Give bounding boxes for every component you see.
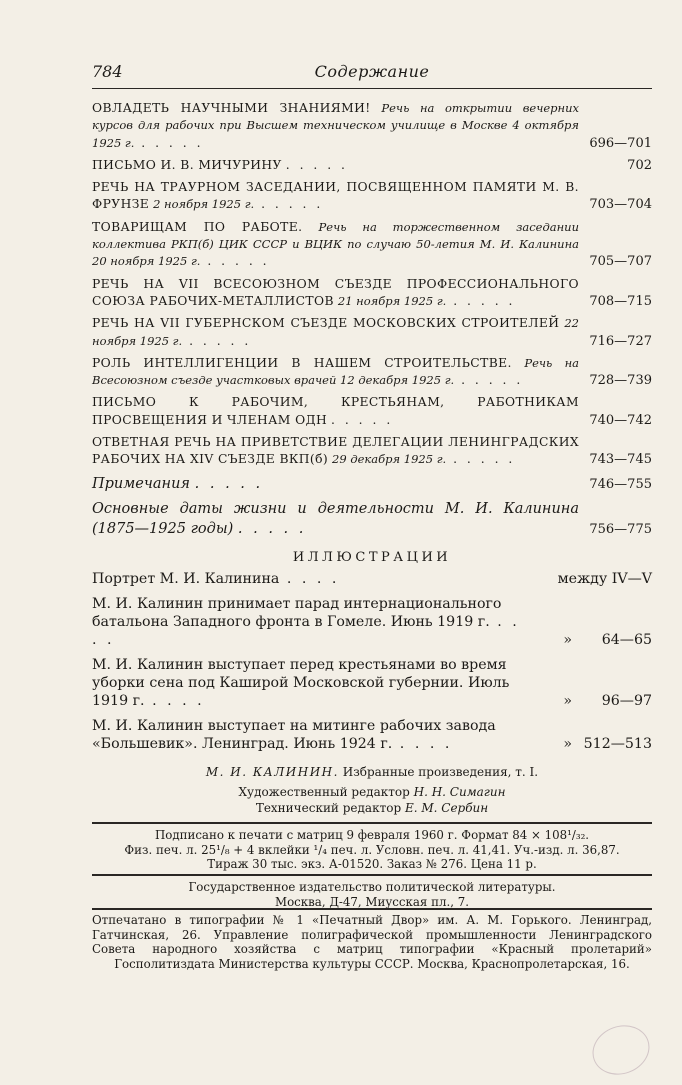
print-info-rule [92, 874, 652, 876]
illustration-pages: между IV—V [557, 571, 652, 587]
print-info-line: Подписано к печати с матриц 9 февраля 1960 г. Формат 84 × 108¹/₃₂. [154, 828, 590, 842]
leader-dots: . . . . [392, 736, 453, 752]
toc-entry [92, 499, 652, 539]
leader-dots: . . . . . [446, 293, 516, 308]
toc-entry-title: ОВЛАДЕТЬ НАУЧНЫМИ ЗНАНИЯМИ! [92, 101, 371, 115]
toc-entry-pages: 705—707 [589, 254, 652, 270]
imprint-rule [92, 822, 652, 824]
toc-entry-title: Примечания [92, 475, 191, 492]
toc-entry-note: 2 ноября 1925 г. [153, 197, 255, 212]
illustration-caption: М. И. Калинин принимает парад интернационального батальона Западного фронта в Гомеле. Июнь 1919 г. [92, 596, 502, 630]
print-info-line: Физ. печ. л. 25¹/₈ + 4 вклейки ¹/₄ печ. л. Условн. печ. л. 41,41. Уч.-изд. л. 36,87. [124, 842, 620, 857]
toc-entry [92, 276, 652, 311]
publisher-info [92, 880, 652, 909]
illustration-entry [92, 595, 652, 649]
illustration-caption: М. И. Калинин выступает на митинге рабочих завода «Большевик». Ленинград. Июнь 1924 г. [92, 718, 496, 752]
leader-dots: . . . . [92, 614, 520, 648]
toc-entry-title: РОЛЬ ИНТЕЛЛИГЕНЦИИ В НАШЕМ СТРОИТЕЛЬСТВЕ. [92, 355, 512, 370]
imprint-author: М. И. КАЛИНИН. [205, 765, 339, 779]
toc-entry-title: РЕЧЬ НА ТРАУРНОМ ЗАСЕДАНИИ, ПОСВЯЩЕННОМ ПАМЯТИ М. В. ФРУНЗЕ [92, 180, 579, 212]
leader-dots: . . . . . [200, 254, 270, 269]
toc-entry-pages: 728—739 [589, 373, 652, 389]
toc-entry-pages: 703—704 [589, 197, 652, 213]
leader-dots: . . . . . [194, 475, 264, 492]
toc-entry [92, 219, 652, 271]
leader-dots: . . . . . [446, 452, 516, 467]
toc-entry [92, 100, 652, 152]
library-stamp [586, 1018, 657, 1083]
toc-entry [92, 434, 652, 469]
toc-entry-note: Речь на торжественном заседании коллектива РКП(б) ЦИК СССР и ВЦИК по случаю 50-летия М. И. Калинина 20 ноября 1925 г. [92, 219, 579, 269]
toc-entry-pages: 696—701 [589, 135, 652, 151]
toc-entry [92, 157, 652, 174]
toc-entry [92, 474, 652, 494]
publisher-line: Государственное издательство политической литературы. [188, 880, 556, 894]
illustration-pages: 512—513 [583, 736, 652, 752]
leader-dots: . . . . [144, 693, 205, 709]
table-of-contents [92, 100, 652, 544]
page-title: Содержание [314, 62, 430, 81]
toc-entry-pages: 743—745 [589, 452, 652, 468]
imprint-work: Избранные произведения, т. I. [342, 765, 539, 779]
toc-entry-title: Основные даты жизни и деятельности М. И. Калинина (1875—1925 годы) [92, 500, 579, 537]
art-editor-label: Художественный редактор [238, 785, 410, 799]
toc-entry [92, 394, 652, 429]
leader-dots: . . . . . [285, 157, 348, 172]
toc-entry-note: 21 ноября 1925 г. [337, 293, 447, 308]
toc-entry-title: РЕЧЬ НА VII ГУБЕРНСКОМ СЪЕЗДЕ МОСКОВСКИХ СТРОИТЕЛЕЙ [92, 316, 560, 331]
leader-dots: . . . . . [182, 333, 252, 348]
tech-editor-label: Технический редактор [255, 801, 402, 815]
toc-entry-pages: 716—727 [589, 333, 652, 349]
illustrations-heading: ИЛЛЮСТРАЦИИ [292, 550, 452, 565]
toc-entry-note: 22 ноября 1925 г. [92, 316, 579, 348]
leader-dots: . . . . . [454, 373, 524, 388]
toc-entry-title: ПИСЬМО И. В. МИЧУРИНУ [92, 157, 282, 172]
toc-entry-pages: 708—715 [589, 293, 652, 309]
leader-dots: . . . . [279, 571, 340, 587]
illustrations-list [92, 570, 652, 760]
leader-dots: . . . . . [237, 520, 307, 537]
toc-entry-pages: 740—742 [589, 412, 652, 428]
leader-dots: . . . . . [254, 197, 324, 212]
imprint [92, 764, 652, 816]
header-rule [92, 88, 652, 89]
ditto-mark: » [563, 736, 572, 752]
illustration-pages: 64—65 [601, 632, 652, 648]
illustration-caption: Портрет М. И. Калинина [92, 571, 280, 587]
toc-entry-pages: 746—755 [589, 477, 652, 493]
toc-entry-title: ПИСЬМО К РАБОЧИМ, КРЕСТЬЯНАМ, РАБОТНИКАМ ПРОСВЕЩЕНИЯ И ЧЛЕНАМ ОДН [92, 395, 579, 427]
toc-entry [92, 315, 652, 350]
toc-entry [92, 355, 652, 390]
toc-entry-note: Речь на открытии вечерних курсов для рабочих при Высшем техническом училище в Москве 4 октября 1925 г. [92, 101, 579, 150]
toc-entry [92, 179, 652, 214]
tech-editor-name: Е. М. Сербин [404, 801, 489, 815]
leader-dots: . . . . . [134, 135, 204, 150]
toc-entry-title: РЕЧЬ НА VII ВСЕСОЮЗНОМ СЪЕЗДЕ ПРОФЕССИОНАЛЬНОГО СОЮЗА РАБОЧИХ-МЕТАЛЛИСТОВ [92, 276, 579, 308]
illustration-entry [92, 570, 652, 588]
toc-entry-note: 29 декабря 1925 г. [332, 452, 447, 467]
page-number: 784 [92, 62, 123, 81]
toc-entry-title: ОТВЕТНАЯ РЕЧЬ НА ПРИВЕТСТВИЕ ДЕЛЕГАЦИИ ЛЕНИНГРАДСКИХ РАБОЧИХ НА XIV СЪЕЗДЕ ВКП(б) [92, 435, 579, 467]
toc-entry-pages: 702 [627, 157, 652, 173]
illustration-caption: М. И. Калинин выступает перед крестьянами во время уборки сена под Каширой Московской губернии. Июль 1919 г. [92, 657, 510, 709]
publisher-rule [92, 908, 652, 910]
printer-info: Отпечатано в типографии № 1 «Печатный Двор» им. А. М. Горького. Ленинград, Гатчинская, 26. Управление полиграфической промышленности Ленинградского Совета народного хозяйства с матриц типографии «Красный пролетарий» Госполитиздата Министерства культуры СССР. Москва, Краснопролетарская, 16. [92, 913, 652, 971]
art-editor-name: Н. Н. Симагин [413, 785, 506, 799]
toc-entry-note: Речь на Всесоюзном съезде участковых врачей 12 декабря 1925 г. [92, 355, 580, 388]
print-info-line: Тираж 30 тыс. экз. А-01520. Заказ № 276. Цена 11 р. [207, 857, 537, 871]
illustration-entry [92, 717, 652, 753]
print-info [92, 828, 652, 872]
leader-dots: . . . . . [331, 412, 394, 427]
illustration-pages: 96—97 [601, 693, 652, 709]
ditto-mark: » [563, 693, 572, 709]
publisher-line: Москва, Д-47, Миусская пл., 7. [275, 894, 469, 909]
toc-entry-pages: 756—775 [589, 522, 652, 538]
toc-entry-title: ТОВАРИЩАМ ПО РАБОТЕ. [92, 219, 303, 234]
ditto-mark: » [563, 632, 572, 648]
page-header [92, 62, 652, 84]
illustration-entry [92, 656, 652, 710]
